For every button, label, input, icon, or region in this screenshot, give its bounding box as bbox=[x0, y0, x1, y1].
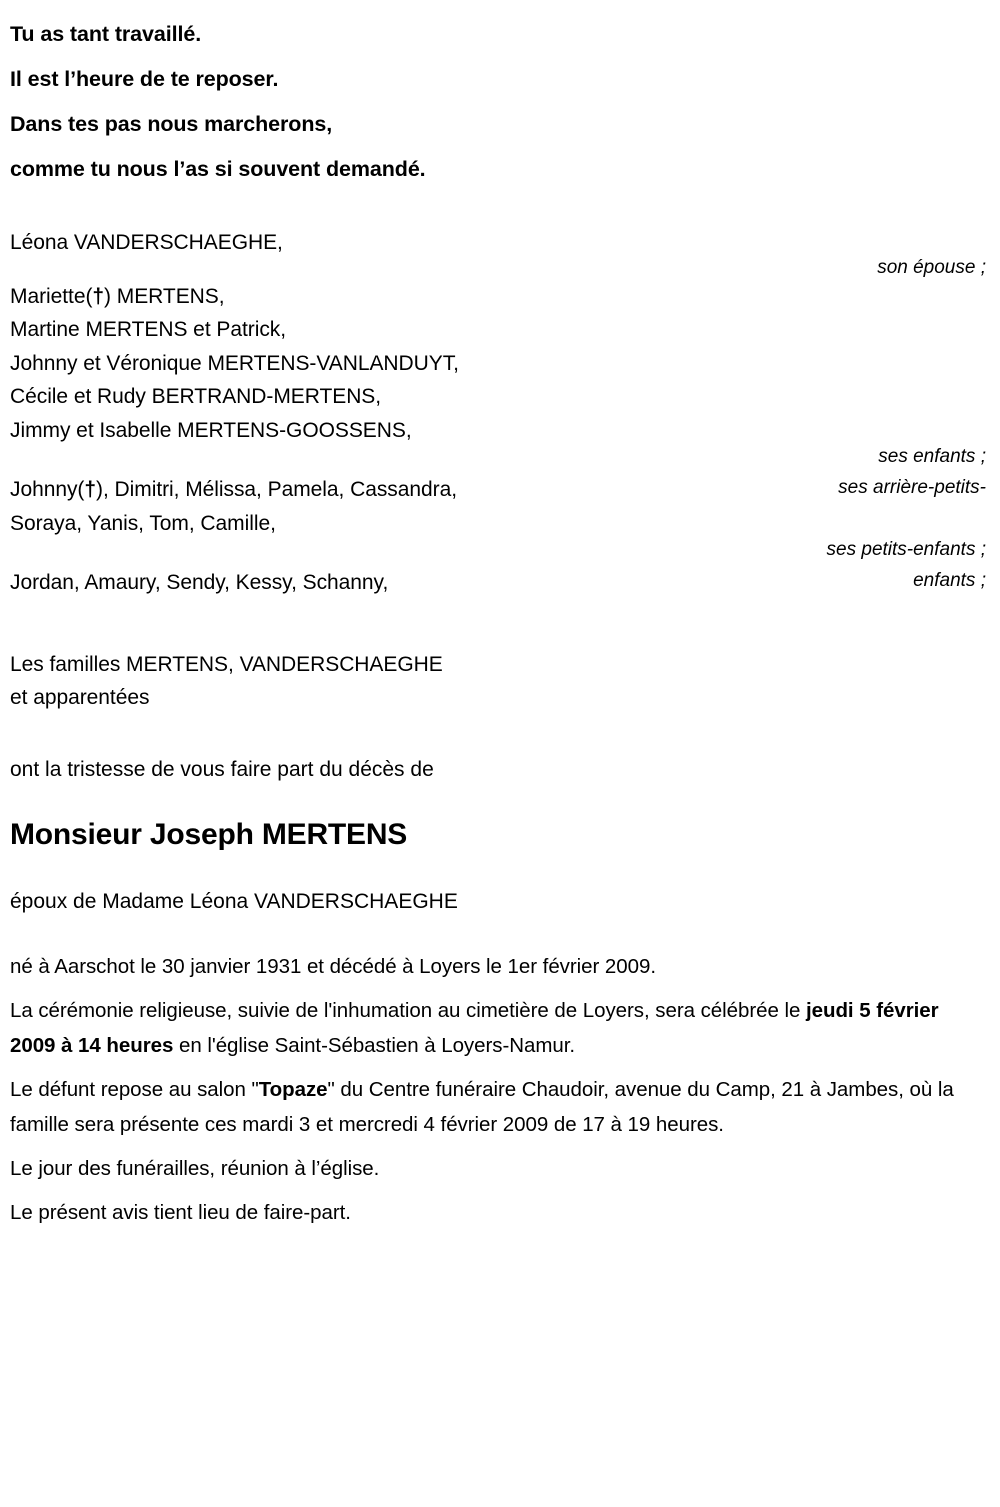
repose-text-part2: " du Centre funéraire Chaudoir, avenue du Camp, 21 à Jambes, où la famille sera présente ces mardi 3 et mercredi 4 février 2009 de 17 à 19 heures. bbox=[10, 1077, 960, 1136]
child-name-mariette bbox=[10, 280, 615, 314]
great-grandchildren-names bbox=[10, 566, 615, 600]
ceremony-text-part1: La cérémonie religieuse, suivie de l'inhumation au cimetière de Loyers, sera célébrée le bbox=[10, 998, 806, 1022]
notice-line: Le présent avis tient lieu de faire-part. bbox=[10, 1200, 351, 1224]
relation-label-great-grandchildren bbox=[656, 410, 986, 658]
relation-great-grandchildren-line-2: enfants ; bbox=[913, 569, 986, 591]
grandchild-line-1 bbox=[10, 473, 615, 507]
grandchildren-names bbox=[10, 473, 615, 540]
repose-text-part1: Le défunt repose au salon " bbox=[10, 1077, 259, 1101]
child-name-prefix: Mariette( bbox=[10, 284, 93, 308]
child-name-jimmy: Jimmy et Isabelle MERTENS-GOOSSENS, bbox=[10, 418, 412, 442]
families-line-2: et apparentées bbox=[10, 686, 150, 709]
announcement-intro: ont la tristesse de vous faire part du décès de bbox=[10, 757, 434, 781]
families-line-1: Les familles MERTENS, VANDERSCHAEGHE bbox=[10, 652, 443, 676]
relation-label-grandchildren: ses petits-enfants ; bbox=[826, 539, 986, 560]
family-block-spouse bbox=[10, 226, 986, 278]
family-listing bbox=[10, 226, 986, 715]
poem-line-1: Tu as tant travaillé. bbox=[10, 22, 202, 46]
child-name-cecile: Cécile et Rudy BERTRAND-MERTENS, bbox=[10, 385, 382, 408]
details-block bbox=[10, 949, 986, 1230]
repose-salon-name: Topaze bbox=[258, 1077, 328, 1101]
relation-great-grandchildren-line-1: ses arrière-petits- bbox=[838, 476, 986, 498]
child-name-martine: Martine MERTENS et Patrick, bbox=[10, 318, 286, 341]
grandchild-name-prefix: Johnny( bbox=[10, 478, 85, 501]
poem-line-2: Il est l’heure de te reposer. bbox=[10, 67, 279, 91]
families-names bbox=[10, 648, 615, 715]
children-names bbox=[10, 280, 615, 448]
poem-block bbox=[10, 12, 986, 192]
grandchild-line-2: Soraya, Yanis, Tom, Camille, bbox=[10, 511, 276, 535]
child-name-suffix: ) MERTENS, bbox=[104, 284, 225, 308]
spouse-of-line: époux de Madame Léona VANDERSCHAEGHE bbox=[10, 889, 458, 913]
grandchild-name-suffix: ), Dimitri, Mélissa, Pamela, Cassandra, bbox=[96, 478, 457, 501]
poem-line-4: comme tu nous l’as si souvent demandé. bbox=[10, 157, 426, 181]
birth-death-line: né à Aarschot le 30 janvier 1931 et décédé à Loyers le 1er février 2009. bbox=[10, 954, 656, 978]
reunion-line: Le jour des funérailles, réunion à l’église. bbox=[10, 1156, 380, 1180]
dagger-icon: † bbox=[92, 284, 105, 308]
ceremony-datetime: jeudi 5 février 2009 à 14 heures bbox=[10, 998, 945, 1057]
relation-label-children: ses enfants ; bbox=[878, 446, 986, 467]
repose-paragraph bbox=[10, 1072, 986, 1142]
spouse-name: Léona VANDERSCHAEGHE, bbox=[10, 231, 283, 254]
family-block-families bbox=[10, 648, 986, 715]
deceased-name: Monsieur Joseph MERTENS bbox=[10, 817, 408, 851]
ceremony-paragraph bbox=[10, 993, 986, 1063]
poem-line-3: Dans tes pas nous marcherons, bbox=[10, 112, 333, 136]
child-name-johnny: Johnny et Véronique MERTENS-VANLANDUYT, bbox=[10, 351, 459, 375]
great-grandchild-line-1: Jordan, Amaury, Sendy, Kessy, Schanny, bbox=[10, 571, 389, 594]
dagger-icon: † bbox=[84, 478, 97, 501]
relation-label-spouse: son épouse ; bbox=[877, 256, 986, 278]
spouse-names bbox=[10, 226, 615, 260]
ceremony-text-part2: en l'église Saint-Sébastien à Loyers-Namur. bbox=[173, 1033, 576, 1057]
